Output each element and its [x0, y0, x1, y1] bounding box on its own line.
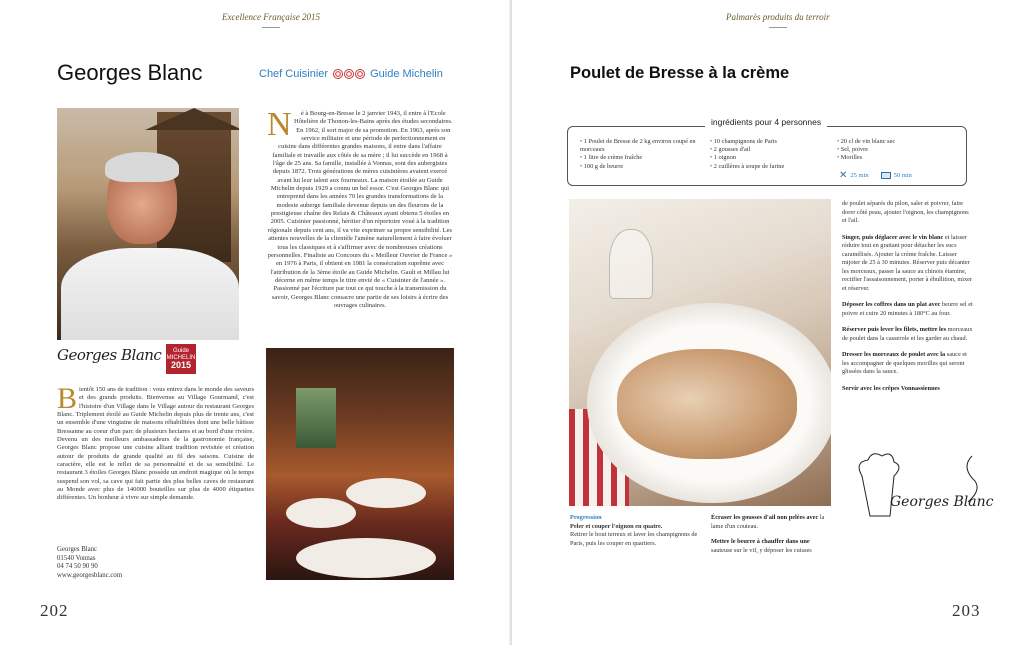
progression-block: Progression Peler et couper l'oignon en quatre. Retirer le bout terreux et laver les champignons de Paris, puis les couper en quartiers. [570, 514, 704, 548]
bio-text: N é à Bourg-en-Bresse le 2 janvier 1943, il entre à l'Ecole Hôtelière de Thonon-les-Bains après des études secondaires. En 1962, il sort major de sa promotion. En 1963, après son service militaire et une période de perfectionnement en cuisine dans différentes grandes maisons, il entre dans l'affaire familiale et travaille aux côtés de sa mère ; il lui succède en 1968 à l'âge de 25 ans. Sa famille, installée à Vonnas, sont des aubergistes depuis 1872. Trois générations de mères cuisinières avaient exercé avant lui leur talent aux fourneaux. La maison étoilée au Guide Michelin depuis 1929 a connu un bel essor. C'est Georges Blanc qui entreprend dans les années 70 les grandes transformations de la modeste auberge familiale devenue depuis un des fleurons de la prestigieuse chaîne des Relais & Châteaux ayant obtenu 5 étoiles en 2005. Cuisinier passionné, héritier d'un répertoire voué à la tradition régionale depuis cent ans, il va vite exprimer sa propre sensibilité. Les attentes nouvelles de la clientèle l'amène naturellement à faire évoluer tous les classiques et à s'affirmer avec de nombreuses créations personnelles. Finaliste au Concours du « Meilleur Ouvrier de France » en 1976 à Paris, il obtient en 1981 la consécration suprême avec l'attribution de la 3ème étoile au Guide Michelin. Gault et Millau lui décerne en même temps le titre envié de « Cuisinier de l'année ». Passionné par l'écriture par tout ce qui touche à la transmission du savoir, Georges Blanc consacre une partie de ses loisirs à écrire des ouvrages culinaires. [267, 110, 453, 309]
ingredients-label: ingrédients pour 4 personnes [705, 117, 827, 127]
recipe-steps [842, 200, 974, 401]
timing-row [839, 170, 912, 181]
oven-icon [881, 172, 891, 179]
ingredients-col-2: • 10 champignons de Paris • 2 gousses d'ail • 1 oignon • 2 cuillères à soupe de farine [710, 138, 830, 171]
intro-text: Bientôt 150 ans de tradition : vous entrez dans le monde des saveurs et des grands produits. Bienvenue au Village Gourmand, c'est l'histoire d'un Village dans le Village autour du restaurant Georges Blanc. Triplement étoilé au Guide Michelin depuis plus de trente ans, c'est un ensemble d'une vingtaine de maisons réhabilitées dont une belle bâtisse Bressanne au coeur d'un parc de plusieurs hectares et au bord d'une rivière. Devenu un des meilleurs ambassadeurs de la gastronomie française, Georges Blanc propose une cuisine alliant tradition revisitée et création autour de produits de grande qualité au fil des saisons. Cuisine de caractère, elle est le reflet de sa personnalité et de sa sensibilité. Le restaurant 3 étoiles Georges Blanc possède un endroit magique où le temps suspend son vol, sa cave qui fait partie des plus belles caves de restaurant au Monde avec plus de 140000 bouteilles sur plus de 4000 étiquettes différentes. Un bonheur à vivre sur simple demande. [57, 386, 254, 502]
right-page [512, 0, 1024, 645]
running-head-left: Excellence Française 2015 [222, 12, 320, 28]
dish-photo [569, 199, 831, 506]
chef-portrait-photo [57, 108, 239, 340]
progression-heading: Progression [570, 514, 602, 521]
utensils-icon: ✕ [839, 170, 848, 181]
chef-signature-logo: Georges Blanc [57, 346, 162, 364]
step: de poulet séparés du pilon, saler et poivrer, faire dorer côté peau, ajouter l'oignon, les champignons et l'ail. [842, 200, 969, 224]
chef-subtitle [259, 68, 443, 80]
step: Dresser les morceaux de poulet avec la sauce et les accompagner de quelques morilles qui seront glissées dans la sauce. [842, 351, 967, 375]
cook-time: 50 min [893, 172, 912, 179]
page-number-right: 203 [952, 601, 981, 620]
step: Écraser les gousses d'ail non pelées avec la lame d'un couteau. [711, 514, 825, 530]
recipe-title: Poulet de Bresse à la crème [570, 64, 790, 82]
bio-dropcap: N [267, 110, 292, 143]
michelin-stars-icon [333, 69, 365, 79]
recipe-steps-middle [711, 514, 831, 562]
michelin-badge: Guide MICHELIN 2015 [166, 344, 196, 374]
ingredients-col-3: • 20 cl de vin blanc sec • Sel, poivre • Morilles [837, 138, 947, 163]
ingredients-col-1: • 1 Poulet de Bresse de 2 kg environ coupé en morceaux • 1 litre de crème fraîche • 100 g de beurre [580, 138, 698, 171]
restaurant-photo [266, 348, 454, 580]
chef-title: Georges Blanc [57, 60, 203, 85]
step: Mettre le beurre à chauffer dans une sauteuse sur le vif, y déposer les cuisses [711, 538, 812, 554]
subtitle-guide: Guide Michelin [370, 68, 443, 80]
intro-dropcap: B [57, 386, 78, 415]
chef-signature-text: Georges Blanc [890, 494, 994, 510]
prep-time: 25 min [850, 172, 869, 179]
step: Singer, puis déglacer avec le vin blanc et laisser réduire tout en grattant pour détacher les sucs caramélisés. Ajouter la crème fraîche. Laisser mijoter de 25 à 30 minutes. Réserver puis décanter les morceaux, passer la sauce au chinois étamine, rectifier l'assaisonnement, porter à ébullition, mixer et réserver. [842, 233, 973, 292]
address-block: Georges Blanc 01540 Vonnas 04 74 50 90 90 www.georgesblanc.com [57, 546, 123, 579]
chef-drawing-signature [852, 446, 1002, 536]
subtitle-chef: Chef Cuisinier [259, 68, 329, 80]
running-head-right: Palmarès produits du terroir [726, 12, 830, 28]
page-number-left: 202 [40, 601, 69, 620]
step: Déposer les coffres dans un plat avec beurre sel et poivre et cuire 20 minutes à 180°C au four. [842, 301, 973, 317]
step: Réserver puis lever les filets, mettre les morceaux de poulet dans la casserole et les garder au chaud. [842, 326, 973, 342]
step: Servir avec les crêpes Vonnassiennes [842, 384, 940, 392]
